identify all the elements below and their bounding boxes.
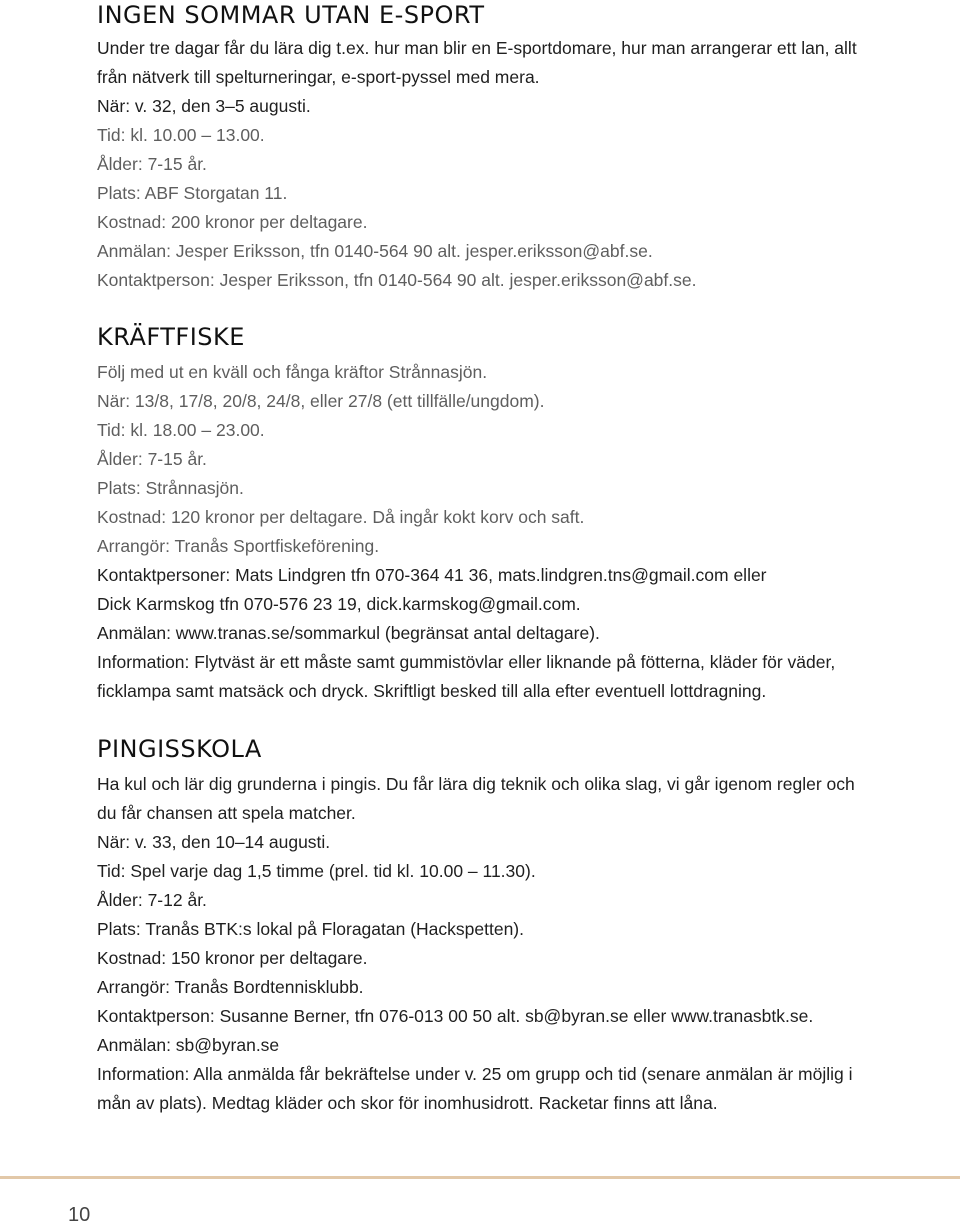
section-heading-pingisskola: PINGISSKOLA (97, 735, 262, 763)
text-line: Tid: kl. 18.00 – 23.00. (97, 420, 265, 440)
page-number: 10 (68, 1204, 91, 1226)
text-line: Dick Karmskog tfn 070-576 23 19, dick.karmskog@gmail.com. (97, 594, 581, 614)
footer-divider (0, 1176, 960, 1179)
text-line: från nätverk till spelturneringar, e-sport-pyssel med mera. (97, 67, 540, 87)
section-body-pingisskola (97, 770, 855, 1118)
section-body-e-sport (97, 34, 857, 295)
text-line: Ha kul och lär dig grunderna i pingis. Du får lära dig teknik och olika slag, vi går igenom regler och (97, 774, 855, 794)
text-line: Information: Alla anmälda får bekräftelse under v. 25 om grupp och tid (senare anmälan är möjlig i (97, 1064, 853, 1084)
text-line: När: 13/8, 17/8, 20/8, 24/8, eller 27/8 (ett tillfälle/ungdom). (97, 391, 545, 411)
text-line: Ålder: 7-15 år. (97, 449, 207, 469)
section-heading-kraftfiske: KRÄFTFISKE (97, 323, 245, 351)
text-line: Arrangör: Tranås Bordtennisklubb. (97, 977, 364, 997)
text-line: Information: Flytväst är ett måste samt gummistövlar eller liknande på fötterna, kläder för väder, (97, 652, 836, 672)
text-line: Anmälan: sb@byran.se (97, 1035, 280, 1055)
text-line: Tid: Spel varje dag 1,5 timme (prel. tid kl. 10.00 – 11.30). (97, 861, 536, 881)
text-line: Följ med ut en kväll och fånga kräftor Strånnasjön. (97, 362, 488, 382)
text-line: Kontaktpersoner: Mats Lindgren tfn 070-364 41 36, mats.lindgren.tns@gmail.com eller (97, 565, 767, 585)
text-line: Kostnad: 200 kronor per deltagare. (97, 212, 368, 232)
section-kraftfiske (97, 322, 835, 706)
text-line: Kostnad: 150 kronor per deltagare. (97, 948, 368, 968)
text-line: Anmälan: Jesper Eriksson, tfn 0140-564 90 alt. jesper.eriksson@abf.se. (97, 241, 653, 261)
text-line: Kostnad: 120 kronor per deltagare. Då ingår kokt korv och saft. (97, 507, 585, 527)
text-line: ficklampa samt matsäck och dryck. Skriftligt besked till alla efter eventuell lottdragning. (97, 681, 767, 701)
text-line: När: v. 32, den 3–5 augusti. (97, 96, 311, 116)
text-line: När: v. 33, den 10–14 augusti. (97, 832, 331, 852)
section-heading-e-sport: INGEN SOMMAR UTAN E-SPORT (97, 1, 485, 29)
text-line: Ålder: 7-12 år. (97, 890, 207, 910)
text-line: Kontaktperson: Susanne Berner, tfn 076-013 00 50 alt. sb@byran.se eller www.tranasbtk.se. (97, 1006, 814, 1026)
text-line: Plats: Tranås BTK:s lokal på Floragatan (Hackspetten). (97, 919, 524, 939)
text-line: Kontaktperson: Jesper Eriksson, tfn 0140-564 90 alt. jesper.eriksson@abf.se. (97, 270, 697, 290)
text-line: Ålder: 7-15 år. (97, 154, 207, 174)
text-line: du får chansen att spela matcher. (97, 803, 356, 823)
text-line: Anmälan: www.tranas.se/sommarkul (begränsat antal deltagare). (97, 623, 600, 643)
text-line: Arrangör: Tranås Sportfiskeförening. (97, 536, 380, 556)
section-body-kraftfiske (97, 358, 835, 706)
text-line: Plats: Strånnasjön. (97, 478, 244, 498)
text-line: mån av plats). Medtag kläder och skor för inomhusidrott. Racketar finns att låna. (97, 1093, 718, 1113)
section-e-sport (97, 0, 857, 295)
text-line: Plats: ABF Storgatan 11. (97, 183, 288, 203)
text-line: Under tre dagar får du lära dig t.ex. hur man blir en E-sportdomare, hur man arrangerar ett lan, allt (97, 38, 857, 58)
section-pingisskola (97, 734, 855, 1118)
text-line: Tid: kl. 10.00 – 13.00. (97, 125, 265, 145)
